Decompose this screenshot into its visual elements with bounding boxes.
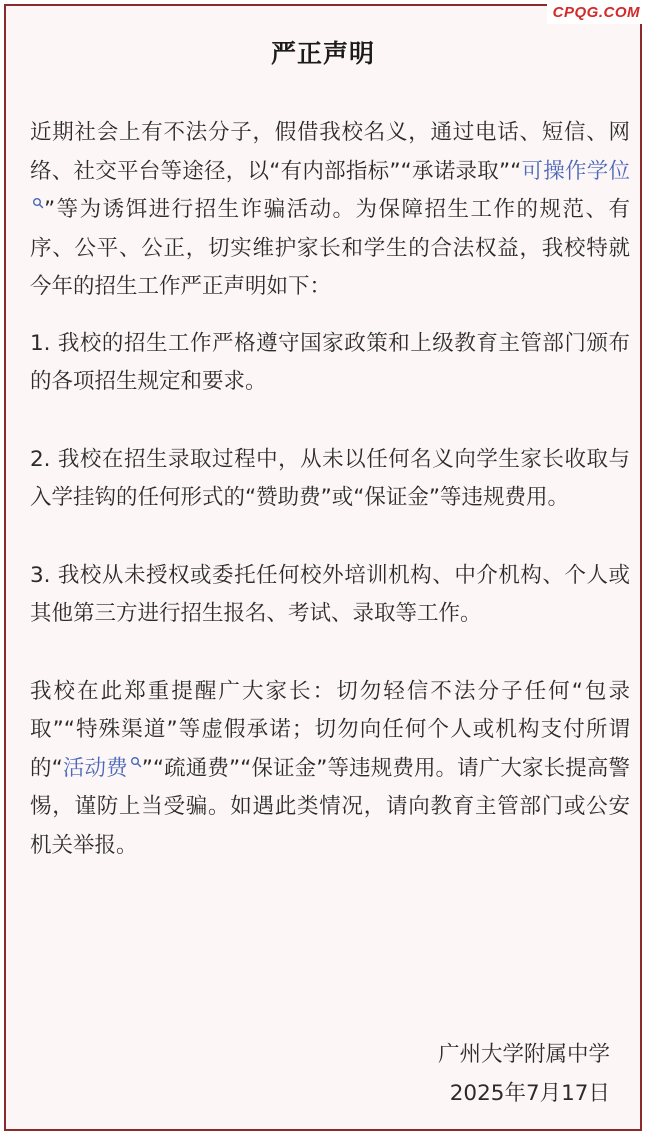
statement-item-2: 2. 我校在招生录取过程中，从未以任何名义向学生家长收取与入学挂钩的任何形式的“赞助费”或“保证金”等违规费用。 <box>30 446 630 510</box>
statement-item-1: 1. 我校的招生工作严格遵守国家政策和上级教育主管部门颁布的各项招生规定和要求。 <box>30 330 630 394</box>
page-title: 严正声明 <box>270 39 375 68</box>
intro-text-1: 近期社会上有不法分子，假借我校名义，通过电话、短信、网络、社交平台等途径，以“有内部指标”“承诺录取”“ <box>30 120 630 184</box>
search-icon[interactable] <box>130 756 142 768</box>
statement-item-3: 3. 我校从未授权或委托任何校外培训机构、中介机构、个人或其他第三方进行招生报名、考试、录取等工作。 <box>30 562 630 626</box>
signature-org: 广州大学附属中学 <box>437 1042 610 1067</box>
reminder-text-1: 我校在此郑重提醒广大家长：切勿轻信不法分子任何“包录取”“特殊渠道”等虚假承诺；切勿向任何个人或机构支付所谓的“ <box>30 678 630 781</box>
intro-text-2: ”等为诱饵进行招生诈骗活动。为保障招生工作的规范、有序、公平、公正，切实维护家长和学生的合法权益，我校特就今年的招生工作严正声明如下： <box>30 197 630 299</box>
search-icon[interactable] <box>32 197 44 209</box>
document-frame <box>4 4 642 1131</box>
intro-paragraph <box>30 114 630 307</box>
site-watermark: CPQG.COM <box>547 2 646 24</box>
reminder-text-2: ”“疏通费”“保证金”等违规费用。请广大家长提高警惕，谨防上当受骗。如遇此类情况，请向教育主管部门或公安机关举报。 <box>30 755 630 858</box>
statement-body <box>30 114 630 865</box>
reminder-paragraph <box>30 673 630 866</box>
search-link-keyword[interactable]: 可操作学位 <box>521 158 630 184</box>
signature-date: 2025年7月17日 <box>449 1080 610 1106</box>
search-link-keyword[interactable]: 活动费 <box>62 755 128 781</box>
signature-block <box>438 1036 610 1113</box>
